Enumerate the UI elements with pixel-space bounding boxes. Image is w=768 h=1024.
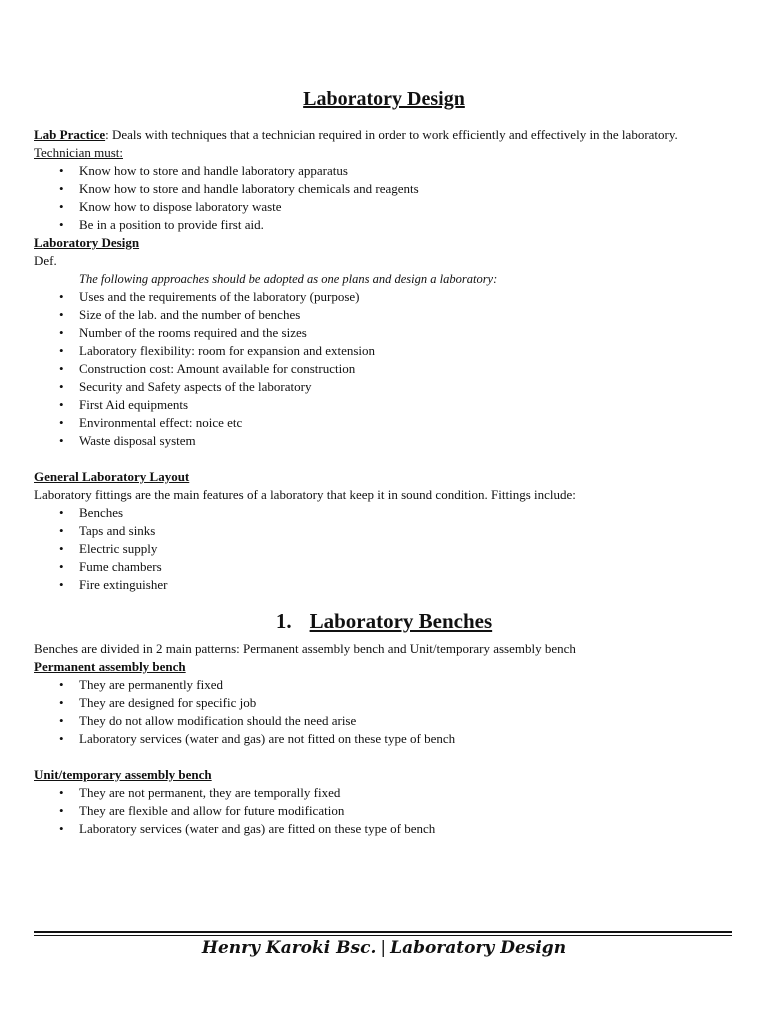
list-item: • Environmental effect: noice etc bbox=[34, 414, 734, 432]
layout-text: Laboratory fittings are the main features of a laboratory that keep it in sound condition. Fittings include: bbox=[34, 487, 576, 502]
list-item: • Electric supply bbox=[34, 540, 734, 558]
design-approach-note: The following approaches should be adopted as one plans and design a laboratory: bbox=[79, 272, 498, 286]
footer-rule bbox=[34, 931, 732, 933]
list-item: • They are designed for specific job bbox=[34, 694, 734, 712]
footer-doc-title: Laboratory Design bbox=[390, 938, 567, 958]
footer-separator: | bbox=[380, 938, 387, 958]
unit-heading: Unit/temporary assembly bench bbox=[34, 767, 212, 782]
list-item: • Waste disposal system bbox=[34, 432, 734, 450]
list-item: • They are permanently fixed bbox=[34, 676, 734, 694]
section-title: Laboratory Benches bbox=[309, 609, 493, 633]
permanent-list bbox=[34, 676, 734, 748]
list-item: • Laboratory flexibility: room for expansion and extension bbox=[34, 342, 734, 360]
lab-practice-paragraph bbox=[34, 126, 734, 144]
list-item: • Laboratory services (water and gas) are fitted on these type of bench bbox=[34, 820, 734, 838]
list-item: • Know how to dispose laboratory waste bbox=[34, 198, 734, 216]
unit-list bbox=[34, 784, 734, 838]
list-item: • Size of the lab. and the number of benches bbox=[34, 306, 734, 324]
section-number: 1. bbox=[275, 609, 292, 633]
layout-heading: General Laboratory Layout bbox=[34, 469, 190, 484]
page-footer bbox=[0, 938, 768, 958]
footer-rule-thin bbox=[34, 935, 732, 936]
list-item: • Benches bbox=[34, 504, 734, 522]
list-item: • Security and Safety aspects of the laboratory bbox=[34, 378, 734, 396]
list-item: • Number of the rooms required and the sizes bbox=[34, 324, 734, 342]
layout-list bbox=[34, 504, 734, 594]
list-item: • Laboratory services (water and gas) are not fitted on these type of bench bbox=[34, 730, 734, 748]
list-item: • Know how to store and handle laboratory chemicals and reagents bbox=[34, 180, 734, 198]
list-item: • Construction cost: Amount available for construction bbox=[34, 360, 734, 378]
footer-author: Henry Karoki Bsc. bbox=[201, 938, 377, 958]
lab-design-heading: Laboratory Design bbox=[34, 235, 140, 250]
list-item: • Uses and the requirements of the laboratory (purpose) bbox=[34, 288, 734, 306]
list-item: • They are flexible and allow for future modification bbox=[34, 802, 734, 820]
lab-practice-text: : Deals with techniques that a technician required in order to work efficiently and effectively in the laboratory. bbox=[105, 127, 678, 142]
list-item: • First Aid equipments bbox=[34, 396, 734, 414]
technician-list bbox=[34, 162, 734, 234]
list-item: • Fire extinguisher bbox=[34, 576, 734, 594]
list-item: • They do not allow modification should the need arise bbox=[34, 712, 734, 730]
design-list bbox=[34, 288, 734, 450]
document-title: Laboratory Design bbox=[303, 88, 465, 110]
document-body bbox=[34, 126, 734, 838]
technician-heading: Technician must: bbox=[34, 145, 123, 160]
def-label: Def. bbox=[34, 253, 57, 268]
lab-practice-label: Lab Practice bbox=[34, 127, 106, 142]
list-item: • Know how to store and handle laboratory apparatus bbox=[34, 162, 734, 180]
permanent-heading: Permanent assembly bench bbox=[34, 659, 186, 674]
list-item: • Be in a position to provide first aid. bbox=[34, 216, 734, 234]
benches-intro: Benches are divided in 2 main patterns: Permanent assembly bench and Unit/temporary assembly bench bbox=[34, 641, 576, 656]
list-item: • Fume chambers bbox=[34, 558, 734, 576]
list-item: • Taps and sinks bbox=[34, 522, 734, 540]
section-heading-benches bbox=[34, 608, 734, 634]
list-item: • They are not permanent, they are temporally fixed bbox=[34, 784, 734, 802]
